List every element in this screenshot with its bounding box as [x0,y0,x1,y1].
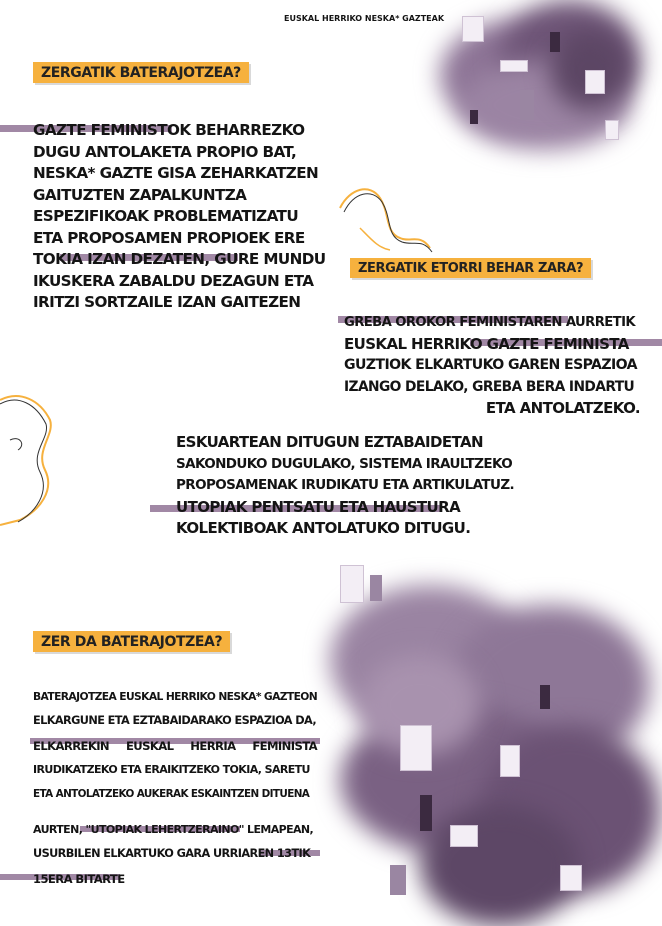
text-line: BATERAJOTZEA EUSKAL HERRIKO NESKA* GAZTEON [33,690,318,703]
text-line: DUGU ANTOLAKETA PROPIO BAT, [33,142,297,161]
text-line: 15ERA BITARTE [33,871,125,886]
text-line: ESKUARTEAN DITUGUN EZTABAIDETAN [176,433,483,451]
text-line: IKUSKERA ZABALDU DEZAGUN ETA [33,271,314,290]
face-sketch-left [0,390,60,530]
heading-zer-da-baterajotzea: ZER DA BATERAJOTZEA? [33,631,230,652]
smoke-cloud-top [400,0,662,160]
section1-text [33,120,333,314]
text-line: ETA ANTOLATZEKO. [485,399,640,417]
text-line: AURTEN, "UTOPIAK LEHERTZERAINO" LEMAPEAN, [33,823,314,836]
heading-zergatik-etorri: ZERGATIK ETORRI BEHAR ZARA? [350,258,591,278]
text-line: ESPEZIFIKOAK PROBLEMATIZATU [33,207,299,225]
text-line: GAZTE FEMINISTOK BEHARREZKO [33,121,305,139]
text-line: ETA ANTOLATZEKO AUKERAK ESKAINTZEN DITUENA [33,788,310,801]
heading-zergatik-baterajotzea: ZERGATIK BATERAJOTZEA? [33,62,249,83]
text-line: NESKA* GAZTE GISA ZEHARKATZEN [33,164,319,182]
text-line: GUZTIOK ELKARTUKO GAREN ESPAZIOA [344,357,637,373]
text-line: EUSKAL HERRIKO GAZTE FEMINISTA [344,334,629,353]
text-line: IRUDIKATZEKO ETA ERAIKITZEKO TOKIA, SARETU [33,762,310,776]
section4-paragraph2 [33,818,317,891]
text-line: GAITUZTEN ZAPALKUNTZA [33,185,247,204]
smoke-cloud-bottom [300,565,662,926]
face-sketch-middle [330,178,440,258]
text-line: KOLEKTIBOAK ANTOLATUKO DITUGU. [176,519,471,538]
section4-paragraph1 [33,685,317,806]
text-line: ELKARGUNE ETA EZTABAIDARAKO ESPAZIOA DA, [33,714,317,728]
text-line: GREBA OROKOR FEMINISTAREN AURRETIK [344,315,635,330]
text-line: IRITZI SORTZAILE IZAN GAITEZEN [33,293,301,311]
text-line: SAKONDUKO DUGULAKO, SISTEMA IRAULTZEKO [176,455,513,472]
text-line: USURBILEN ELKARTUKO GARA URRIAREN 13TIK [33,847,311,861]
header-label: EUSKAL HERRIKO NESKA* GAZTEAK [284,14,445,23]
text-line: PROPOSAMENAK IRUDIKATU ETA ARTIKULATUZ. [176,477,515,494]
text-line: IZANGO DELAKO, GREBA BERA INDARTU [344,378,635,395]
text-line: ELKARREKIN EUSKAL HERRIA FEMINISTA [33,738,317,753]
text-line: ETA PROPOSAMEN PROPIOEK ERE [33,228,305,247]
text-line: UTOPIAK PENTSATU ETA HAUSTURA [176,497,461,516]
text-line: TOKIA IZAN DEZATEN, GURE MUNDU [33,250,326,268]
section2-text [344,312,640,420]
section3-text [176,432,516,540]
